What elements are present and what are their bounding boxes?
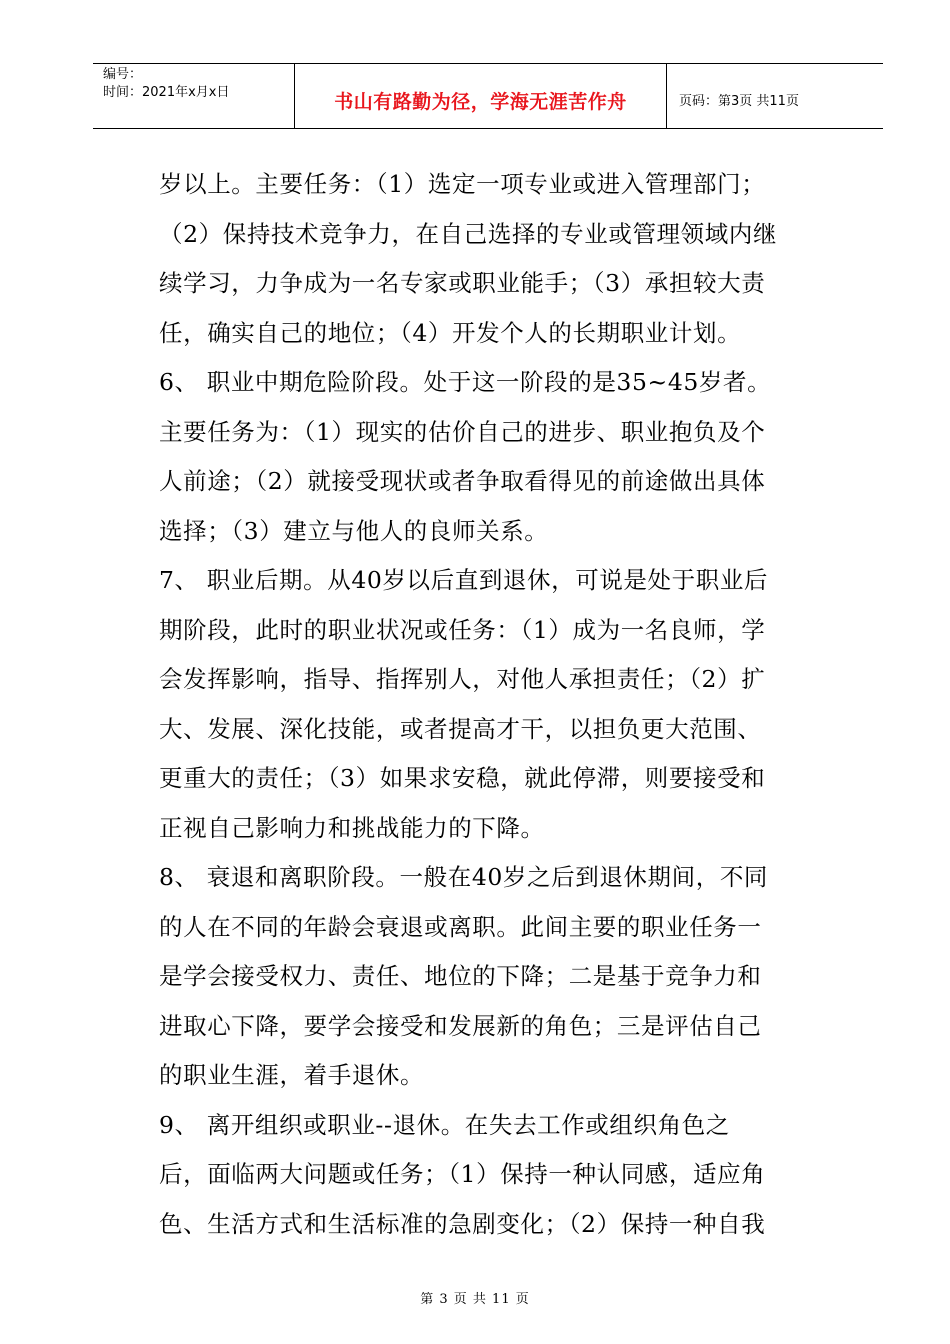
body-line: 岁以上。主要任务：（1）选定一项专业或进入管理部门； <box>159 170 766 198</box>
body-line: 会发挥影响，指导、指挥别人，对他人承担责任；（2）扩 <box>159 665 766 693</box>
body-line: 8、 衰退和离职阶段。一般在40岁之后到退休期间，不同 <box>159 863 769 891</box>
body-line: 大、发展、深化技能，或者提高才干，以担负更大范围、 <box>159 714 762 743</box>
header-motto: 书山有路勤为径，学海无涯苦作舟 <box>334 91 627 113</box>
body-line: 选择；（3）建立与他人的良师关系。 <box>159 516 549 545</box>
document-body <box>159 160 824 1249</box>
body-line: 6、 职业中期危险阶段。处于这一阶段的是35~45岁者。 <box>159 368 772 396</box>
body-line: 主要任务为：（1）现实的估价自己的进步、职业抱负及个 <box>159 417 766 446</box>
body-line: 9、 离开组织或职业--退休。在失去工作或组织角色之 <box>159 1110 730 1139</box>
body-line: 进取心下降，要学会接受和发展新的角色；三是评估自己 <box>159 1011 762 1040</box>
body-line: 期阶段，此时的职业状况或任务：（1）成为一名良师，学 <box>159 615 766 644</box>
page-header <box>93 63 883 129</box>
body-line: 续学习，力争成为一名专家或职业能手；（3）承担较大责 <box>159 269 766 297</box>
body-line: 更重大的责任；（3）如果求安稳，就此停滞，则要接受和 <box>159 764 766 792</box>
body-line: 人前途；（2）就接受现状或者争取看得见的前途做出具体 <box>159 467 766 495</box>
body-line: 是学会接受权力、责任、地位的下降；二是基于竞争力和 <box>159 962 762 990</box>
page-footer: 第 3 页 共 11 页 <box>420 1292 530 1307</box>
body-line: 的职业生涯，着手退休。 <box>159 1061 425 1089</box>
header-time-label: 时间：2021年x月x日 <box>103 85 230 100</box>
header-page-info: 页码：第3页 共11页 <box>679 94 799 109</box>
body-line: 的人在不同的年龄会衰退或离职。此间主要的职业任务一 <box>159 912 762 941</box>
body-line: 任，确实自己的地位；（4）开发个人的长期职业计划。 <box>159 318 742 347</box>
body-line: 后，面临两大问题或任务；（1）保持一种认同感，适应角 <box>159 1160 766 1188</box>
header-page-cell <box>667 64 883 128</box>
body-line: 色、生活方式和生活标准的急剧变化；（2）保持一种自我 <box>159 1209 766 1238</box>
body-line: （2）保持技术竞争力，在自己选择的专业或管理领域内继 <box>159 219 778 248</box>
header-meta-cell <box>93 64 295 128</box>
body-line: 7、 职业后期。从40岁以后直到退休，可说是处于职业后 <box>159 566 769 594</box>
header-number-label: 编号： <box>103 67 143 82</box>
body-line: 正视自己影响力和挑战能力的下降。 <box>159 813 545 842</box>
header-motto-cell <box>295 64 667 128</box>
